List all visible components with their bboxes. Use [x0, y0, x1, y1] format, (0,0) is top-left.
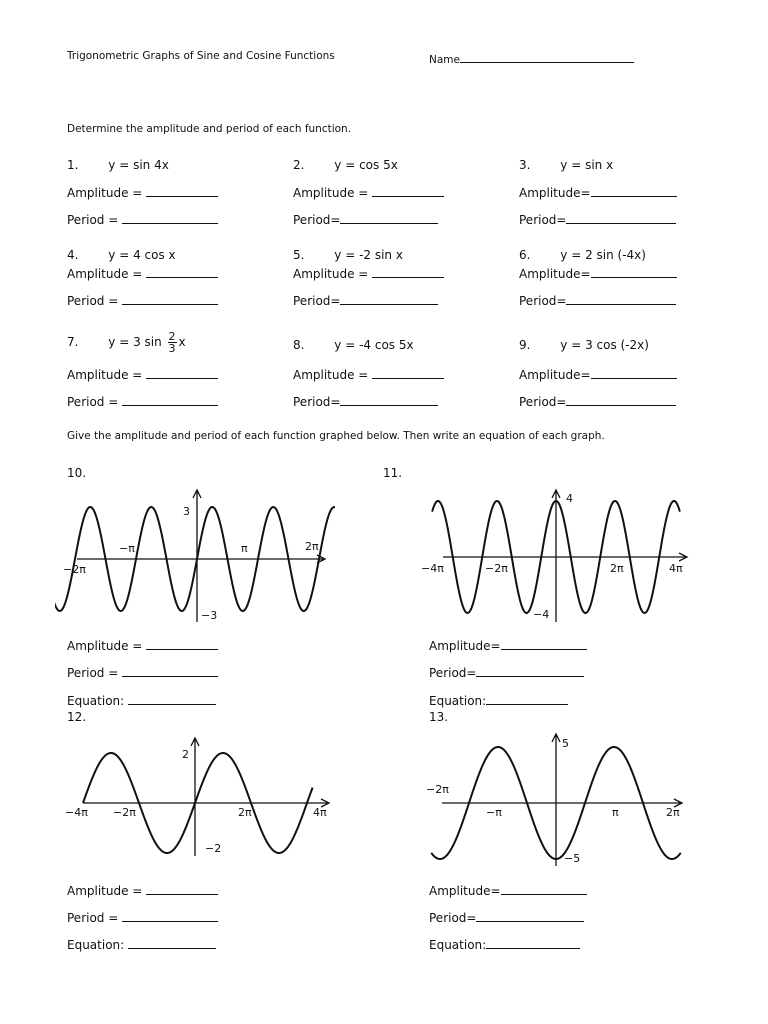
graph-10-number: 10.: [67, 466, 87, 480]
amplitude-blank[interactable]: [591, 184, 677, 197]
period-label: Period =: [67, 294, 123, 308]
period-blank[interactable]: [122, 211, 218, 224]
period-label: Period=: [293, 213, 341, 227]
problem-number: 9.: [519, 338, 531, 352]
graph-12-number: 12.: [67, 710, 87, 724]
equation-variable: x: [178, 335, 186, 349]
y-tick-top: 3: [183, 505, 190, 518]
graph-13-number: 13.: [429, 710, 449, 724]
period-blank[interactable]: [566, 292, 676, 305]
problem-number: 5.: [293, 248, 305, 262]
amplitude-blank[interactable]: [372, 184, 444, 197]
amplitude-2[interactable]: [293, 184, 444, 200]
equation-label: Equation:: [429, 938, 487, 952]
period-blank[interactable]: [476, 664, 584, 677]
amplitude-label: Amplitude=: [519, 368, 591, 382]
amplitude-blank[interactable]: [146, 366, 218, 379]
y-tick-top: 5: [562, 737, 569, 750]
amplitude-6[interactable]: [519, 265, 677, 281]
x-tick-mid-right: π: [612, 806, 619, 819]
period-blank[interactable]: [476, 909, 584, 922]
x-tick-left: −4π: [65, 806, 88, 819]
period-8[interactable]: [293, 393, 438, 409]
graph-12-period[interactable]: [67, 909, 218, 925]
amplitude-label: Amplitude=: [429, 884, 501, 898]
graph-10-period[interactable]: [67, 664, 218, 680]
x-tick-left: −4π: [421, 562, 444, 575]
amplitude-label: Amplitude =: [67, 186, 147, 200]
graph-13: [420, 728, 690, 868]
problem-equation: y = cos 5x: [334, 158, 398, 172]
amplitude-blank[interactable]: [501, 882, 587, 895]
period-label: Period=: [519, 213, 567, 227]
x-tick-right: 2π: [305, 540, 319, 553]
equation-blank[interactable]: [128, 936, 216, 949]
amplitude-label: Amplitude =: [67, 639, 147, 653]
problem-5: [293, 248, 403, 262]
amplitude-blank[interactable]: [146, 882, 218, 895]
graph-11-period[interactable]: [429, 664, 584, 680]
y-axis: [552, 734, 560, 866]
period-label: Period=: [429, 666, 477, 680]
period-label: Period=: [293, 395, 341, 409]
x-tick-mid-left: −π: [119, 542, 135, 555]
problem-equation: y = sin 4x: [108, 158, 169, 172]
period-label: Period=: [293, 294, 341, 308]
period-blank[interactable]: [122, 292, 218, 305]
amplitude-blank[interactable]: [591, 366, 677, 379]
problem-number: 2.: [293, 158, 305, 172]
graph-10: [55, 482, 335, 624]
equation-blank[interactable]: [128, 692, 216, 705]
name-field[interactable]: [429, 50, 634, 66]
amplitude-5[interactable]: [293, 265, 444, 281]
graph-10-amplitude[interactable]: [67, 637, 218, 653]
x-axis: [442, 799, 682, 807]
period-blank[interactable]: [340, 393, 438, 406]
period-blank[interactable]: [340, 292, 438, 305]
amplitude-1[interactable]: [67, 184, 218, 200]
amplitude-blank[interactable]: [146, 184, 218, 197]
graph-11: [415, 482, 695, 624]
problem-equation: y = -4 cos 5x: [334, 338, 414, 352]
graph-13-amplitude[interactable]: [429, 882, 587, 898]
fraction-denominator: 3: [168, 342, 176, 355]
period-5[interactable]: [293, 292, 438, 308]
period-blank[interactable]: [340, 211, 438, 224]
period-blank[interactable]: [566, 393, 676, 406]
problem-equation: y = 3 cos (-2x): [560, 338, 649, 352]
y-tick-bottom: −2: [205, 842, 222, 855]
period-label: Period=: [519, 395, 567, 409]
period-blank[interactable]: [122, 664, 218, 677]
x-tick-left: −2π: [426, 783, 449, 796]
amplitude-blank[interactable]: [591, 265, 677, 278]
amplitude-blank[interactable]: [146, 265, 218, 278]
x-tick-right: 2π: [666, 806, 680, 819]
amplitude-label: Amplitude =: [293, 267, 373, 281]
equation-blank[interactable]: [486, 692, 568, 705]
x-tick-mid-left: −π: [486, 806, 502, 819]
amplitude-label: Amplitude =: [67, 267, 147, 281]
period-label: Period=: [429, 911, 477, 925]
problem-4: [67, 248, 176, 262]
amplitude-label: Amplitude =: [293, 186, 373, 200]
period-4[interactable]: [67, 292, 218, 308]
amplitude-9[interactable]: [519, 366, 677, 382]
instructions-part1: Determine the amplitude and period of each function.: [67, 123, 352, 135]
x-tick-mid-right: π: [241, 542, 248, 555]
problem-2: [293, 158, 398, 172]
period-2[interactable]: [293, 211, 438, 227]
y-tick-top: 2: [182, 748, 189, 761]
problem-1: [67, 158, 169, 172]
amplitude-4[interactable]: [67, 265, 218, 281]
problem-equation: y = 4 cos x: [108, 248, 176, 262]
amplitude-label: Amplitude=: [519, 267, 591, 281]
amplitude-label: Amplitude=: [429, 639, 501, 653]
y-tick-bottom: −4: [533, 608, 550, 621]
amplitude-blank[interactable]: [501, 637, 587, 650]
graph-12: [55, 728, 340, 860]
y-tick-bottom: −5: [564, 852, 581, 865]
period-3[interactable]: [519, 211, 676, 227]
problem-3: [519, 158, 613, 172]
period-label: Period =: [67, 666, 123, 680]
instructions-part2: Give the amplitude and period of each function graphed below. Then write an equation of each graph.: [67, 430, 605, 442]
period-blank[interactable]: [122, 393, 218, 406]
problem-number: 8.: [293, 338, 305, 352]
amplitude-label: Amplitude=: [519, 186, 591, 200]
graph-13-equation[interactable]: [429, 936, 580, 952]
problem-equation: y = sin x: [560, 158, 614, 172]
x-tick-right: 4π: [313, 806, 327, 819]
equation-label: Equation:: [429, 694, 487, 708]
problem-equation: y = -2 sin x: [334, 248, 403, 262]
equation-fraction: [168, 331, 177, 354]
graph-11-amplitude[interactable]: [429, 637, 587, 653]
worksheet-title: Trigonometric Graphs of Sine and Cosine Functions: [67, 50, 335, 62]
problem-number: 1.: [67, 158, 79, 172]
problem-6: [519, 248, 646, 262]
amplitude-3[interactable]: [519, 184, 677, 200]
period-blank[interactable]: [566, 211, 676, 224]
period-label: Period =: [67, 395, 123, 409]
amplitude-8[interactable]: [293, 366, 444, 382]
period-label: Period =: [67, 213, 123, 227]
equation-label: Equation:: [67, 694, 129, 708]
period-1[interactable]: [67, 211, 218, 227]
graph-12-amplitude[interactable]: [67, 882, 218, 898]
graph-12-equation[interactable]: [67, 936, 216, 952]
name-blank[interactable]: [460, 50, 634, 63]
x-tick-right: 4π: [669, 562, 683, 575]
x-axis: [443, 553, 687, 561]
x-tick-left: −2π: [63, 563, 86, 576]
period-blank[interactable]: [122, 909, 218, 922]
y-axis: [552, 490, 560, 622]
amplitude-label: Amplitude =: [67, 368, 147, 382]
period-label: Period=: [519, 294, 567, 308]
graph-11-number: 11.: [383, 466, 403, 480]
equation-label: Equation:: [67, 938, 129, 952]
period-6[interactable]: [519, 292, 676, 308]
amplitude-label: Amplitude =: [293, 368, 373, 382]
graph-13-period[interactable]: [429, 909, 584, 925]
period-7[interactable]: [67, 393, 218, 409]
problem-number: 4.: [67, 248, 79, 262]
fraction-numerator: 2: [168, 330, 176, 343]
problem-equation: y = 2 sin (-4x): [560, 248, 646, 262]
x-tick-mid-left: −2π: [485, 562, 508, 575]
problem-number: 3.: [519, 158, 531, 172]
problem-number: 7.: [67, 335, 79, 349]
y-tick-top: 4: [566, 492, 573, 505]
equation-blank[interactable]: [486, 936, 580, 949]
problem-number: 6.: [519, 248, 531, 262]
x-tick-mid-right: 2π: [238, 806, 252, 819]
amplitude-7[interactable]: [67, 366, 218, 382]
graph-11-equation[interactable]: [429, 692, 568, 708]
period-9[interactable]: [519, 393, 676, 409]
amplitude-blank[interactable]: [372, 265, 444, 278]
graph-10-equation[interactable]: [67, 692, 216, 708]
problem-7: [67, 331, 186, 354]
amplitude-blank[interactable]: [372, 366, 444, 379]
name-label: Name: [429, 54, 460, 66]
period-label: Period =: [67, 911, 123, 925]
amplitude-blank[interactable]: [146, 637, 218, 650]
problem-8: [293, 338, 414, 352]
amplitude-label: Amplitude =: [67, 884, 147, 898]
x-tick-mid-left: −2π: [113, 806, 136, 819]
problem-9: [519, 338, 649, 352]
problem-equation: y = 3 sin: [108, 335, 162, 349]
x-tick-mid-right: 2π: [610, 562, 624, 575]
y-tick-bottom: −3: [201, 609, 218, 622]
